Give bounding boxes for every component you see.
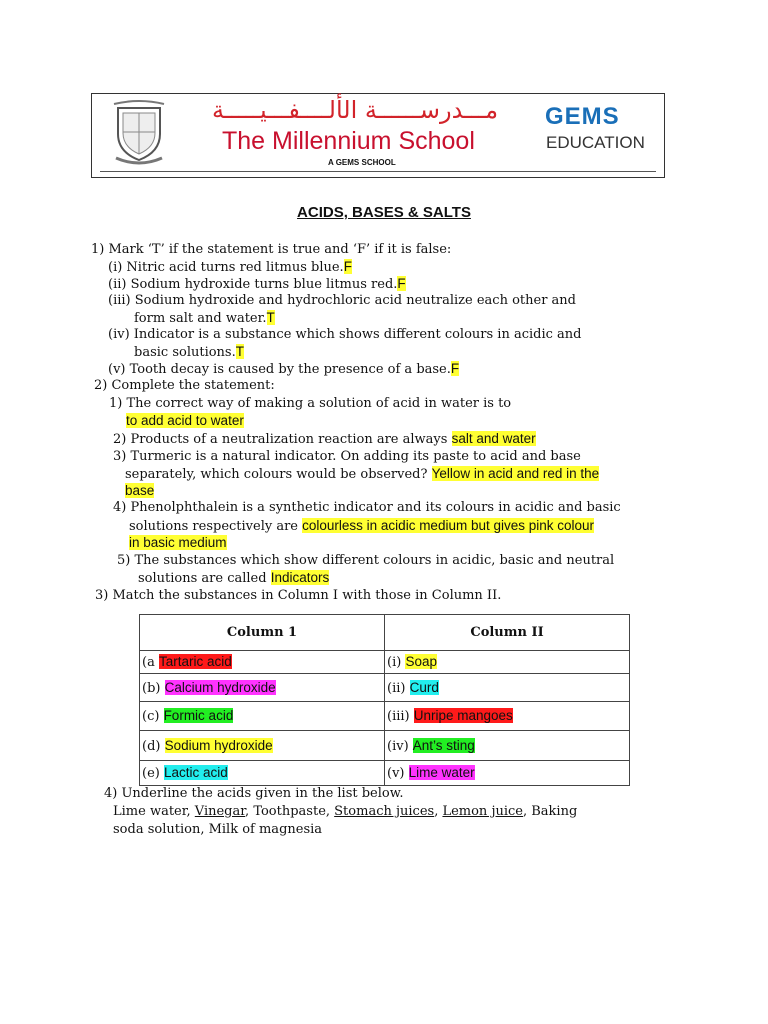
match-right-cell: (v) Lime water bbox=[385, 761, 630, 786]
table-header-row bbox=[140, 615, 630, 651]
q3-prompt: 3) Match the substances in Column I with those in Column II. bbox=[95, 588, 502, 603]
match-left-cell: (c) Formic acid bbox=[140, 702, 385, 731]
q2-statement: 3) Turmeric is a natural indicator. On adding its paste to acid and base bbox=[113, 449, 581, 464]
list-item-underlined: Vinegar bbox=[194, 804, 246, 819]
match-right-cell: (ii) Curd bbox=[385, 674, 630, 702]
table-row bbox=[140, 651, 630, 674]
match-table bbox=[139, 614, 630, 786]
q1-item: (v) Tooth decay is caused by the presence of a base.F bbox=[108, 361, 460, 377]
gems-education-label: EDUCATION bbox=[546, 133, 645, 152]
q2-prompt: 2) Complete the statement: bbox=[94, 378, 275, 393]
q2-answer: Yellow in acid and red in the bbox=[431, 466, 600, 481]
q2-answer: base bbox=[125, 483, 155, 498]
table-row bbox=[140, 702, 630, 731]
q2-statement: 5) The substances which show different colours in acidic, basic and neutral bbox=[117, 553, 615, 568]
match-left-cell: (b) Calcium hydroxide bbox=[140, 674, 385, 702]
q2-statement: 1) The correct way of making a solution of acid in water is to bbox=[109, 396, 512, 411]
list-item: soda solution bbox=[113, 822, 201, 837]
q2-answer: salt and water bbox=[451, 431, 536, 446]
list-item-underlined: Stomach juices bbox=[334, 804, 435, 819]
school-name: The Millennium School bbox=[222, 127, 475, 155]
page-title: ACIDS, BASES & SALTS bbox=[297, 204, 471, 221]
arabic-school-name: مـــدرســــــة الألــــفـــيـــــة bbox=[212, 96, 499, 124]
q1-answer: F bbox=[450, 361, 460, 376]
school-crest-icon bbox=[110, 100, 168, 166]
list-item: Toothpaste bbox=[253, 804, 326, 819]
q1-item: (iv) Indicator is a substance which shows different colours in acidic and bbox=[108, 327, 582, 342]
q1-item: (iii) Sodium hydroxide and hydrochloric acid neutralize each other and bbox=[108, 293, 576, 308]
match-right-cell: (iii) Unripe mangoes bbox=[385, 702, 630, 731]
q2-answer: Indicators bbox=[270, 570, 330, 585]
q1-item: (ii) Sodium hydroxide turns blue litmus red.F bbox=[108, 276, 406, 292]
q4-prompt: 4) Underline the acids given in the list below. bbox=[104, 786, 404, 801]
q1-answer: T bbox=[235, 344, 244, 359]
list-item-underlined: Lemon juice bbox=[442, 804, 523, 819]
q2-statement: separately, which colours would be observed? Yellow in acid and red in the bbox=[125, 466, 600, 482]
q4-list-line: Lime water, Vinegar, Toothpaste, Stomach juices, Lemon juice, Baking bbox=[113, 804, 578, 819]
q2-answer: in basic medium bbox=[129, 535, 227, 550]
list-item: Baking bbox=[531, 804, 578, 819]
q1-item: (i) Nitric acid turns red litmus blue.F bbox=[108, 259, 352, 275]
match-right-cell: (i) Soap bbox=[385, 651, 630, 674]
q1-answer: F bbox=[397, 276, 406, 291]
column-2-header: Column II bbox=[385, 615, 630, 651]
q2-answer: to add acid to water bbox=[126, 413, 244, 428]
q1-item-cont: basic solutions.T bbox=[134, 344, 244, 360]
q1-answer: F bbox=[343, 259, 352, 274]
table-row bbox=[140, 731, 630, 761]
school-subtitle: A GEMS SCHOOL bbox=[328, 158, 396, 167]
q1-prompt: 1) Mark ‘T’ if the statement is true and ‘F’ if it is false: bbox=[91, 242, 452, 257]
list-item: Lime water bbox=[113, 804, 187, 819]
q4-list-line: soda solution, Milk of magnesia bbox=[113, 822, 323, 837]
match-left-cell: (d) Sodium hydroxide bbox=[140, 731, 385, 761]
match-left-cell: (e) Lactic acid bbox=[140, 761, 385, 786]
table-row bbox=[140, 761, 630, 786]
header-divider bbox=[100, 171, 656, 172]
match-left-cell: (a Tartaric acid bbox=[140, 651, 385, 674]
gems-logo: GEMS bbox=[545, 103, 620, 130]
q2-statement: solutions are called Indicators bbox=[138, 570, 330, 586]
q2-statement: 2) Products of a neutralization reaction are always salt and water bbox=[113, 431, 536, 447]
table-row bbox=[140, 674, 630, 702]
q1-item-cont: form salt and water.T bbox=[134, 310, 275, 326]
q2-statement: solutions respectively are colourless in acidic medium but gives pink colour bbox=[129, 518, 595, 534]
q1-answer: T bbox=[266, 310, 275, 325]
column-1-header: Column 1 bbox=[140, 615, 385, 651]
list-item: Milk of magnesia bbox=[208, 822, 323, 837]
q2-answer: colourless in acidic medium but gives pink colour bbox=[302, 518, 595, 533]
q2-statement: 4) Phenolphthalein is a synthetic indicator and its colours in acidic and basic bbox=[113, 500, 621, 515]
match-right-cell: (iv) Ant’s sting bbox=[385, 731, 630, 761]
